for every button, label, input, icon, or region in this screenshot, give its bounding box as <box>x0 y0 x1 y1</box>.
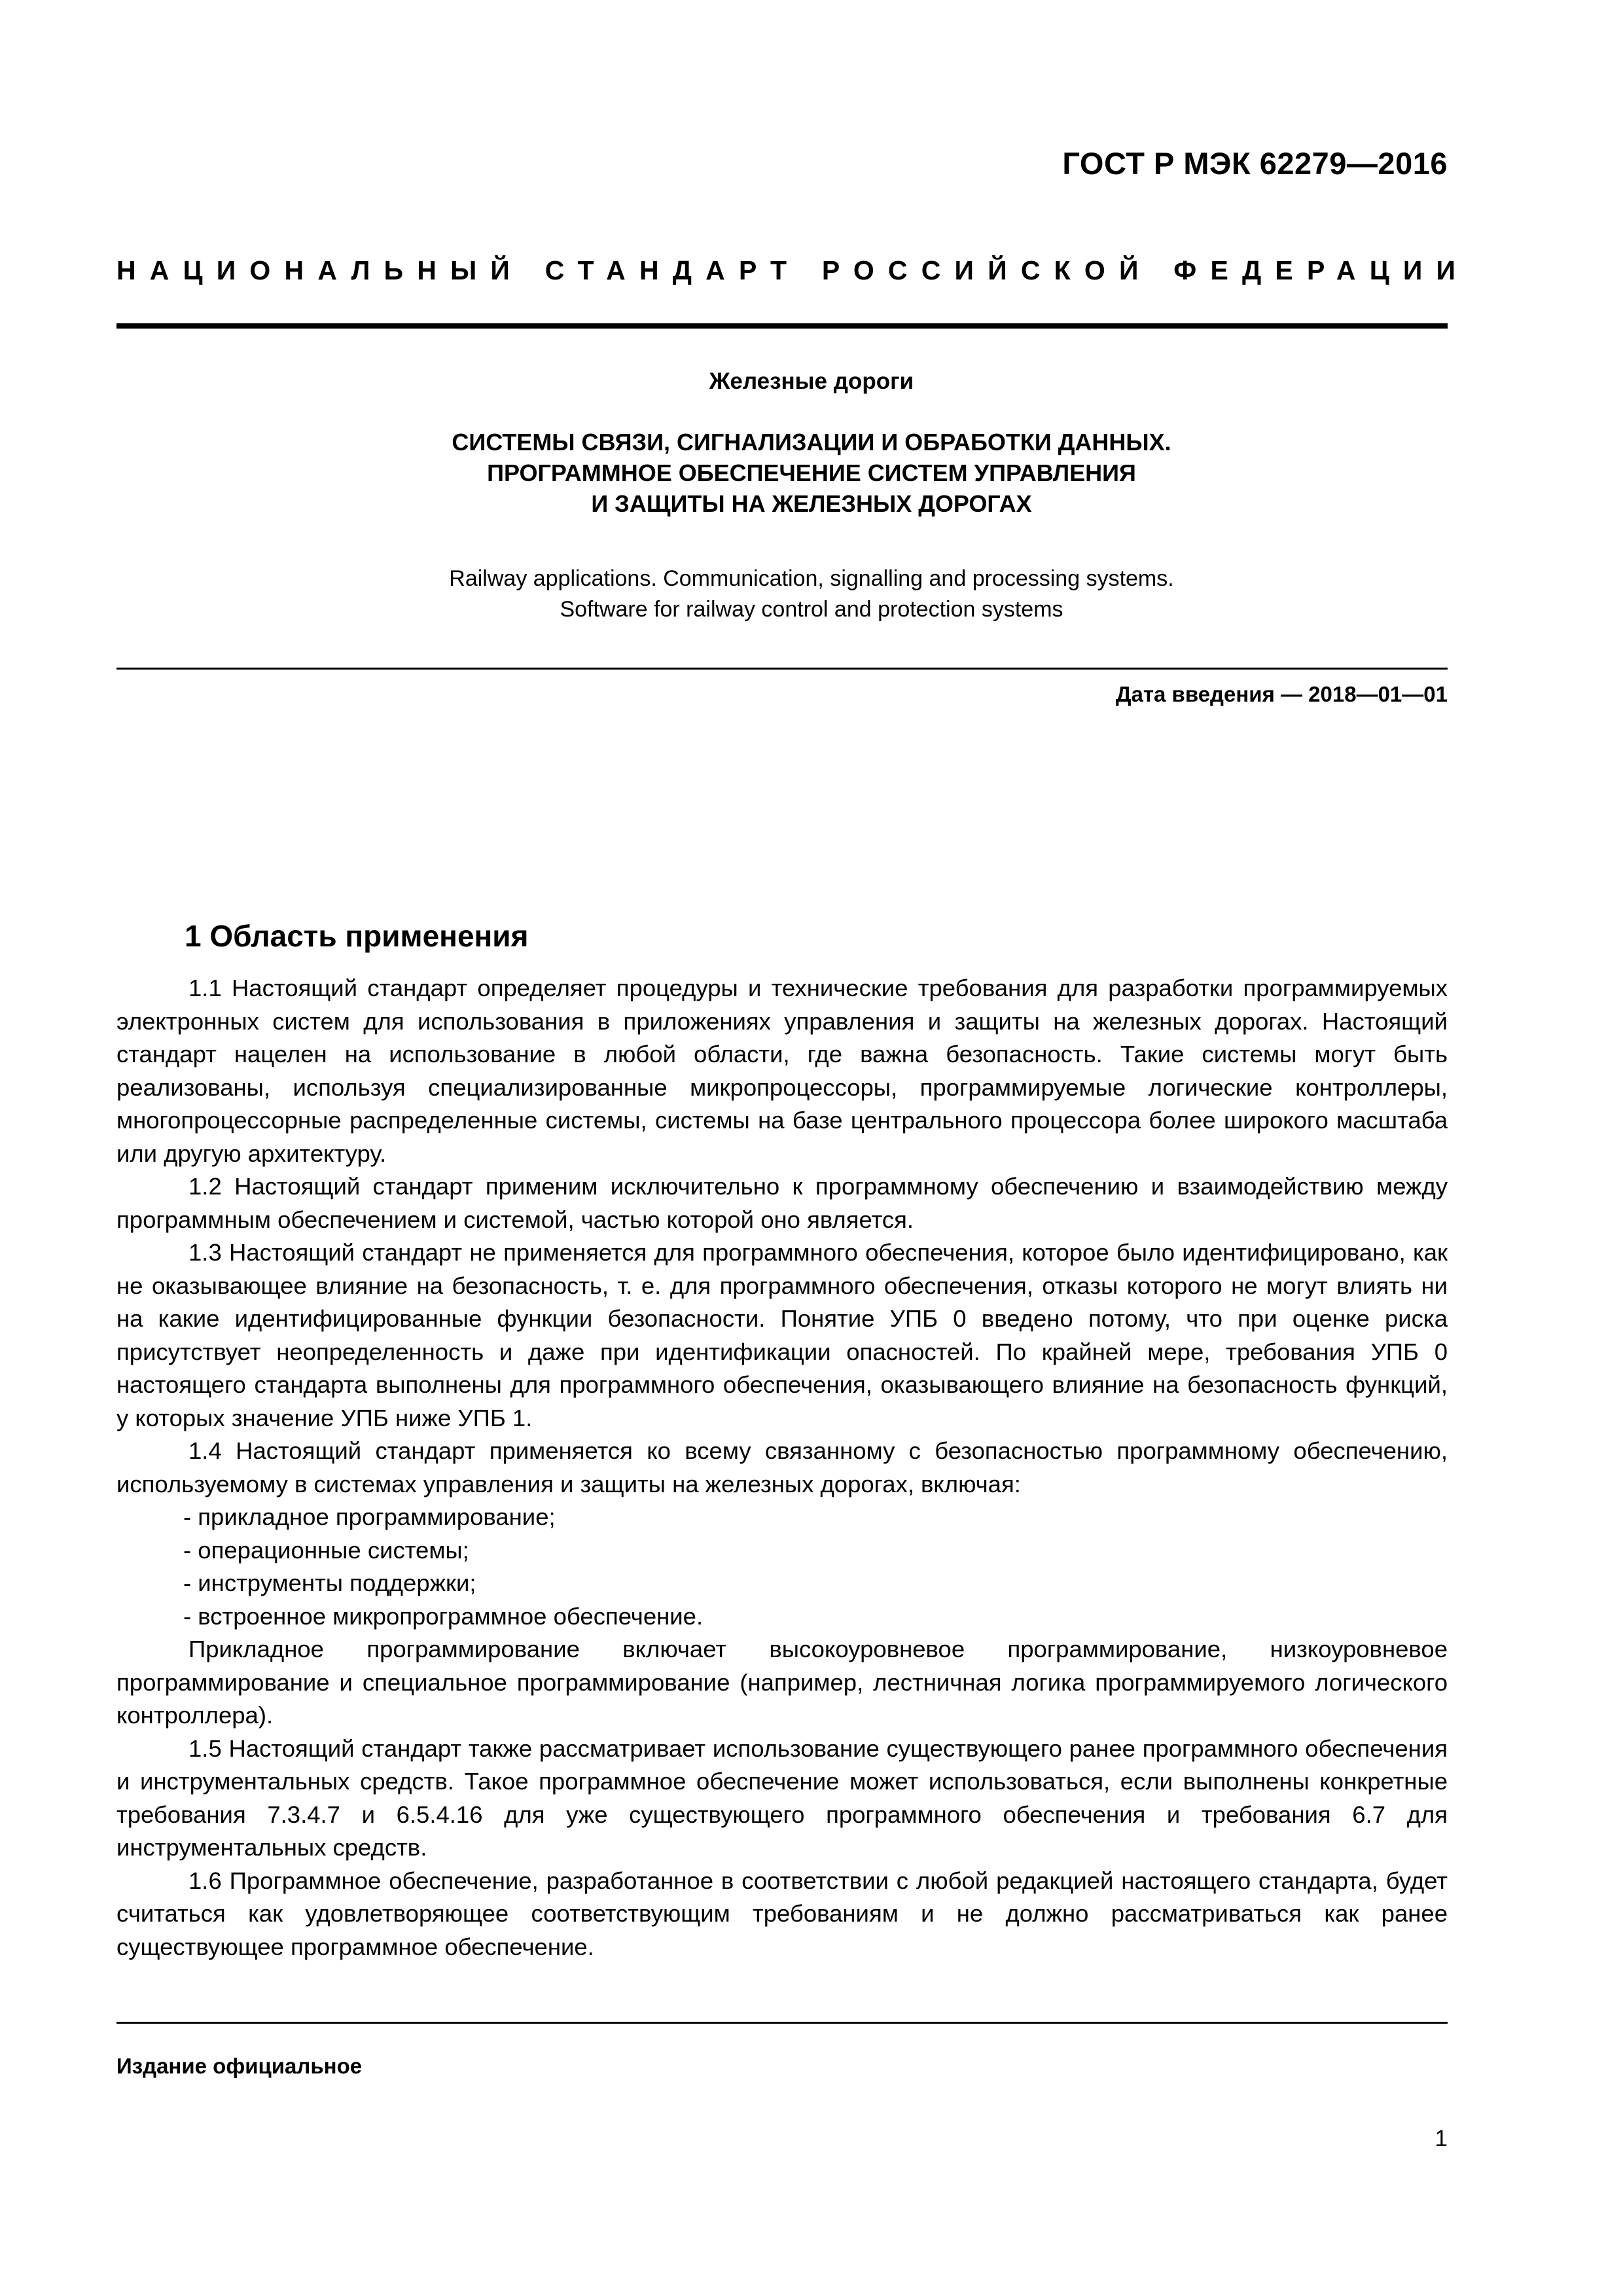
document-title <box>0 427 1623 519</box>
paragraph-1-4: 1.4 Настоящий стандарт применяется ко всему связанному с безопасностью программному обеспечению, используемому в системах управления и защиты на железных дорогах, включая: <box>116 1437 1448 1498</box>
title-line: СИСТЕМЫ СВЯЗИ, СИГНАЛИЗАЦИИ И ОБРАБОТКИ ДАННЫХ. <box>452 429 1171 456</box>
paragraph-1-3: 1.3 Настоящий стандарт не применяется для программного обеспечения, которое было идентифицировано, как не оказывающее влияние на безопасность, т. е. для программного обеспечения, отказы которого не могут влиять ни на какие идентифицированные функции безопасности. Понятие УПБ 0 введено потому, что при оценке риска присутствует неопределенность и даже при идентификации опасностей. По крайней мере, требования УПБ 0 настоящего стандарта выполнены для программного обеспечения, оказывающего влияние на безопасность функций, у которых значение УПБ ниже УПБ 1. <box>116 1239 1448 1431</box>
paragraph-1-4-continued: Прикладное программирование включает высокоуровневое программирование, низкоуровневое программирование и специальное программирование (например, лестничная логика программируемого логического контроллера). <box>116 1636 1448 1729</box>
english-title <box>0 564 1623 625</box>
page-number: 1 <box>1435 2126 1448 2151</box>
list-item: - встроенное микропрограммное обеспечение. <box>183 1602 704 1630</box>
paragraph-1-1: 1.1 Настоящий стандарт определяет процедуры и технические требования для разработки программируемых электронных систем для использования в приложениях управления и защиты на железных дорогах. Настоящий стандарт нацелен на использование в любой области, где важна безопасность. Такие системы могут быть реализованы, используя специализированные микропроцессоры, программируемые логические контроллеры, многопроцессорные распределенные системы, системы на базе центрального процессора более широкого масштаба или другую архитектуру. <box>116 975 1448 1167</box>
section-body <box>116 972 1448 1964</box>
document-subtitle: Железные дороги <box>709 368 914 394</box>
list-item: - инструменты поддержки; <box>183 1570 476 1596</box>
section-heading: 1 Область применения <box>185 919 529 953</box>
title-line: ПРОГРАММНОЕ ОБЕСПЕЧЕНИЕ СИСТЕМ УПРАВЛЕНИЯ <box>487 459 1136 486</box>
footer-divider <box>116 2022 1448 2024</box>
list-item: - операционные системы; <box>183 1536 469 1564</box>
paragraph-1-6: 1.6 Программное обеспечение, разработанное в соответствии с любой редакцией настоящего стандарта, будет считаться как удовлетворяющее соответствующим требованиям и не должно рассматриваться как ранее существующее программное обеспечение. <box>116 1867 1448 1960</box>
national-standard-heading: НАЦИОНАЛЬНЫЙ СТАНДАРТ РОССИЙСКОЙ ФЕДЕРАЦИИ <box>116 255 1470 285</box>
title-divider <box>116 668 1448 670</box>
english-title-line: Railway applications. Communication, signalling and processing systems. <box>449 566 1174 591</box>
paragraph-1-2: 1.2 Настоящий стандарт применим исключительно к программному обеспечению и взаимодействию между программным обеспечением и системой, частью которой оно является. <box>116 1173 1448 1233</box>
scope-list <box>116 1501 1448 1633</box>
introduction-date: Дата введения — 2018—01—01 <box>1116 682 1448 706</box>
title-line: И ЗАЩИТЫ НА ЖЕЛЕЗНЫХ ДОРОГАХ <box>591 490 1032 517</box>
header-divider <box>116 323 1448 329</box>
english-title-line: Software for railway control and protection systems <box>560 597 1063 622</box>
edition-label: Издание официальное <box>116 2054 363 2078</box>
gost-code: ГОСТ Р МЭК 62279—2016 <box>1062 146 1448 181</box>
paragraph-1-5: 1.5 Настоящий стандарт также рассматривает использование существующего ранее программного обеспечения и инструментальных средств. Такое программное обеспечение может использоваться, если выполнены конкретные требования 7.3.4.7 и 6.5.4.16 для уже существующего программного обеспечения и требования 6.7 для инструментальных средств. <box>116 1734 1448 1861</box>
list-item: - прикладное программирование; <box>183 1503 556 1530</box>
